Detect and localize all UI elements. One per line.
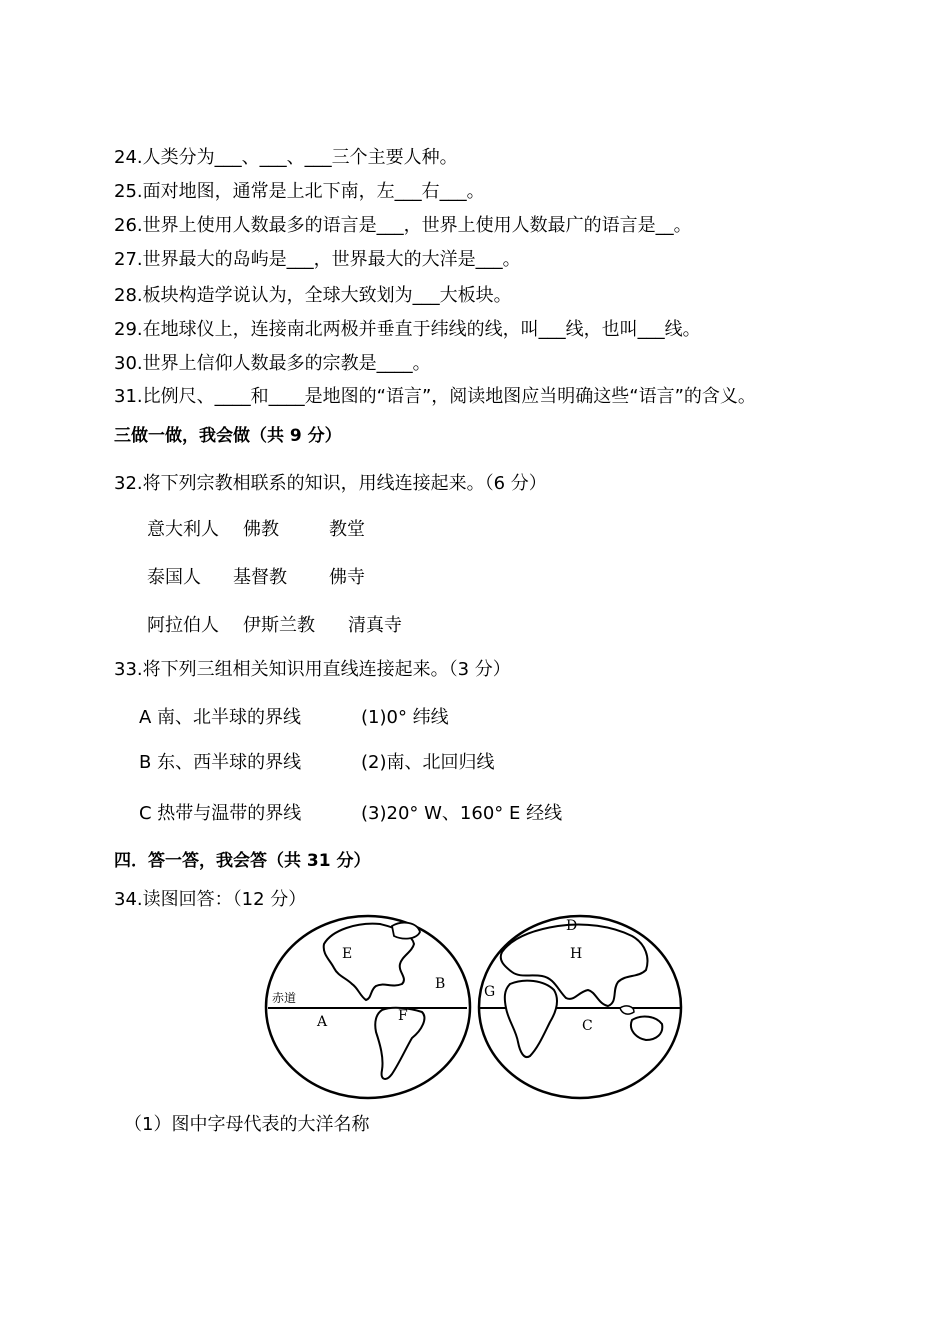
question-34: 34.读图回答：（12 分） <box>114 889 307 910</box>
question-24: 24.人类分为___、___、___三个主要人种。 <box>114 147 458 168</box>
southeast-asia-islands-shape <box>620 1006 634 1014</box>
question-27: 27.世界最大的岛屿是___，世界最大的大洋是___。 <box>114 249 521 270</box>
world-hemispheres-map <box>262 912 692 1102</box>
q33-right-3: (3)20° W、160° E 经线 <box>361 803 563 824</box>
section-3-title: 三做一做，我会做（共 9 分） <box>114 426 342 446</box>
q33-right-2: (2)南、北回归线 <box>361 752 495 773</box>
question-25: 25.面对地图，通常是上北下南，左___右___。 <box>114 181 485 202</box>
q32-place-2: 佛寺 <box>329 567 365 588</box>
question-26: 26.世界上使用人数最多的语言是___，世界上使用人数最广的语言是__。 <box>114 215 692 236</box>
map-letter-h: H <box>570 946 583 962</box>
q32-place-3: 清真寺 <box>348 615 402 636</box>
map-letter-f: F <box>398 1008 408 1024</box>
australia-shape <box>631 1017 662 1040</box>
question-30: 30.世界上信仰人数最多的宗教是____。 <box>114 353 431 374</box>
map-letter-a: A <box>317 1014 328 1030</box>
q32-religion-1: 佛教 <box>243 519 279 540</box>
q33-left-b: B 东、西半球的界线 <box>139 752 302 773</box>
question-33: 33.将下列三组相关知识用直线连接起来。（3 分） <box>114 659 511 680</box>
question-34-sub-1: （1）图中字母代表的大洋名称 <box>124 1114 370 1135</box>
q33-left-c: C 热带与温带的界线 <box>139 803 302 824</box>
africa-shape <box>505 981 557 1057</box>
equator-label: 赤道 <box>272 991 297 1005</box>
q33-left-a: A 南、北半球的界线 <box>139 707 302 728</box>
map-letter-c: C <box>582 1018 593 1034</box>
map-letter-b: B <box>435 976 446 992</box>
q33-right-1: (1)0° 纬线 <box>361 707 449 728</box>
question-29: 29.在地球仪上，连接南北两极并垂直于纬线的线，叫___线，也叫___线。 <box>114 319 701 340</box>
question-32: 32.将下列宗教相联系的知识，用线连接起来。（6 分） <box>114 473 547 494</box>
map-letter-e: E <box>342 946 353 962</box>
section-4-title: 四．答一答，我会答（共 31 分） <box>114 851 371 871</box>
question-31: 31.比例尺、____和____是地图的“语言”，阅读地图应当明确这些“语言”的含义。 <box>114 386 756 407</box>
map-letter-d: D <box>566 918 578 934</box>
arctic-islands-shape <box>392 923 420 939</box>
q32-people-2: 泰国人 <box>147 567 201 588</box>
q32-people-1: 意大利人 <box>147 519 219 540</box>
question-28: 28.板块构造学说认为，全球大致划为___大板块。 <box>114 285 512 306</box>
q32-people-3: 阿拉伯人 <box>147 615 219 636</box>
q32-place-1: 教堂 <box>329 519 365 540</box>
map-letter-g: G <box>484 984 496 1000</box>
q32-religion-3: 伊斯兰教 <box>243 615 315 636</box>
q32-religion-2: 基督教 <box>233 567 287 588</box>
